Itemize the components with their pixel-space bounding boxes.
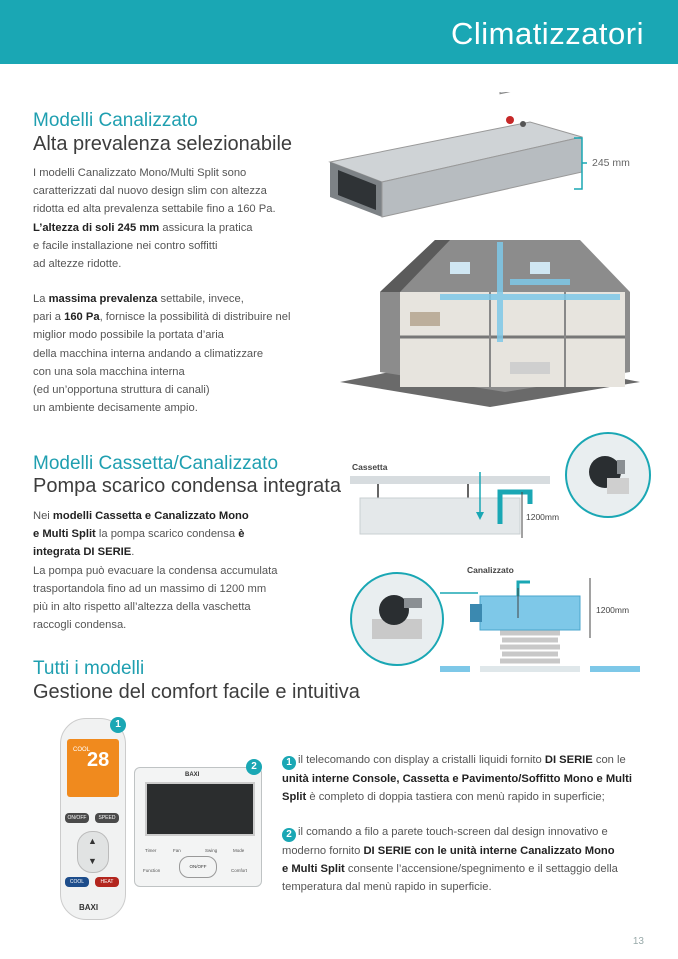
panel-brand-logo: BAXI [185,772,200,778]
panel-timer-button[interactable]: Timer [145,848,157,853]
line: temperatura dal menù rapido in superficie. [282,881,492,894]
canalizzato-pump-photo [350,572,444,666]
line: I modelli Canalizzato Mono/Multi Split sono [33,167,247,179]
cassetta-label: Cassetta [352,462,388,472]
panel-onoff-button[interactable]: ON/OFF [179,856,217,878]
line: miglior modo possibile la portata d’aria [33,329,224,342]
line: e Multi Split consente l’accensione/spegnimento e il settaggio della [282,863,618,876]
item2-number: 2 [282,828,296,842]
remote-lcd-temp: 28 [87,749,110,771]
line: (ed un’opportuna struttura di canali) [33,384,210,397]
item1-description [282,751,652,806]
line: e facile installazione nei contro soffitti [33,239,218,252]
page-number: 13 [632,936,644,947]
remote-badge: 1 [110,717,126,733]
canalizzato-height-label: 1200mm [596,605,630,615]
dimension-bracket [574,137,588,191]
ducted-unit-illustration [320,92,590,232]
house-cutaway-illustration [340,232,640,407]
panel-fan-button[interactable]: Fan [173,848,181,853]
line: Nei modelli Cassetta e Canalizzato Mono [33,510,249,522]
line: L’altezza di soli 245 mm assicura la pratica [33,221,253,234]
remote-control [60,718,126,920]
remote-lcd [67,739,119,797]
line: un ambiente decisamente ampio. [33,402,198,415]
wall-control-panel [134,767,262,887]
line: La massima prevalenza settabile, invece, [33,293,244,305]
remote-speed-button[interactable]: SPEED [95,813,119,823]
panel-screen [145,782,255,836]
line: e Multi Split la pompa scarico condensa è [33,528,245,541]
line: 2 il comando a filo a parete touch-screen dal design innovativo e [282,823,652,842]
line: 1 il telecomando con display a cristalli liquidi fornito DI SERIE con le [282,751,652,770]
panel-function-button[interactable]: Function [143,868,161,873]
cassetta-height-label: 1200mm [526,512,560,522]
item2-description [282,823,652,897]
panel-badge: 2 [246,759,262,775]
section1-title: Modelli Canalizzato [33,110,198,131]
line: più in alto rispetto all’altezza della vaschetta [33,601,251,614]
canalizzato-label: Canalizzato [467,565,514,575]
section2-title: Modelli Cassetta/Canalizzato [33,453,279,474]
panel-mode-button[interactable]: Mode [233,848,245,853]
section1-subtitle: Alta prevalenza selezionabile [33,133,293,155]
line: raccogli condensa. [33,619,127,632]
line: pari a 160 Pa, fornisce la possibilità di distribuire nel [33,311,291,324]
line: unità interne Console, Cassetta e Pavimento/Soffitto Mono e Multi [282,773,632,785]
section3-subtitle: Gestione del comfort facile e intuitiva [33,681,360,703]
remote-updown-pad[interactable] [77,831,109,873]
remote-cool-button[interactable]: COOL [65,877,89,887]
pump-icon [352,574,442,664]
section3-title: Tutti i modelli [33,658,145,679]
cassetta-pump-photo [565,432,651,518]
line: ridotta ed alta prevalenza settabile fino a 160 Pa. [33,203,276,216]
canalizzato-diagram [440,578,640,688]
chevron-down-icon[interactable]: ▼ [88,856,97,866]
line: della macchina interna andando a climatizzare [33,347,264,360]
line: con una sola macchina interna [33,365,185,378]
line: trasportandola fino ad un massimo di 1200 mm [33,582,267,595]
remote-heat-button[interactable]: HEAT [95,877,119,887]
section1-paragraph1 [33,164,323,273]
line: caratterizzati dal nuovo design slim con altezza [33,185,267,198]
panel-swing-button[interactable]: Swing [205,848,218,853]
panel-comfort-button[interactable]: Comfort [231,868,248,873]
line: Split è completo di doppia tastiera con menù rapido in superficie; [282,791,605,804]
section2-subtitle: Pompa scarico condensa integrata [33,475,341,497]
pump-icon [567,434,649,516]
line: La pompa può evacuare la condensa accumulata [33,564,278,577]
page-title: Climatizzatori [450,16,644,51]
section2-paragraph [33,507,323,634]
section1-paragraph2 [33,290,323,417]
item1-number: 1 [282,756,296,770]
dimension-label: 245 mm [592,157,630,169]
remote-brand-logo: BAXI [79,903,99,912]
remote-onoff-button[interactable]: ON/OFF [65,813,89,823]
line: integrata DI SERIE. [33,546,135,559]
line: moderno fornito DI SERIE con le unità interne Canalizzato Mono [282,845,615,857]
chevron-up-icon[interactable]: ▲ [88,836,97,846]
line: ad altezze ridotte. [33,258,122,271]
remote-lcd-mode: COOL [73,747,91,753]
